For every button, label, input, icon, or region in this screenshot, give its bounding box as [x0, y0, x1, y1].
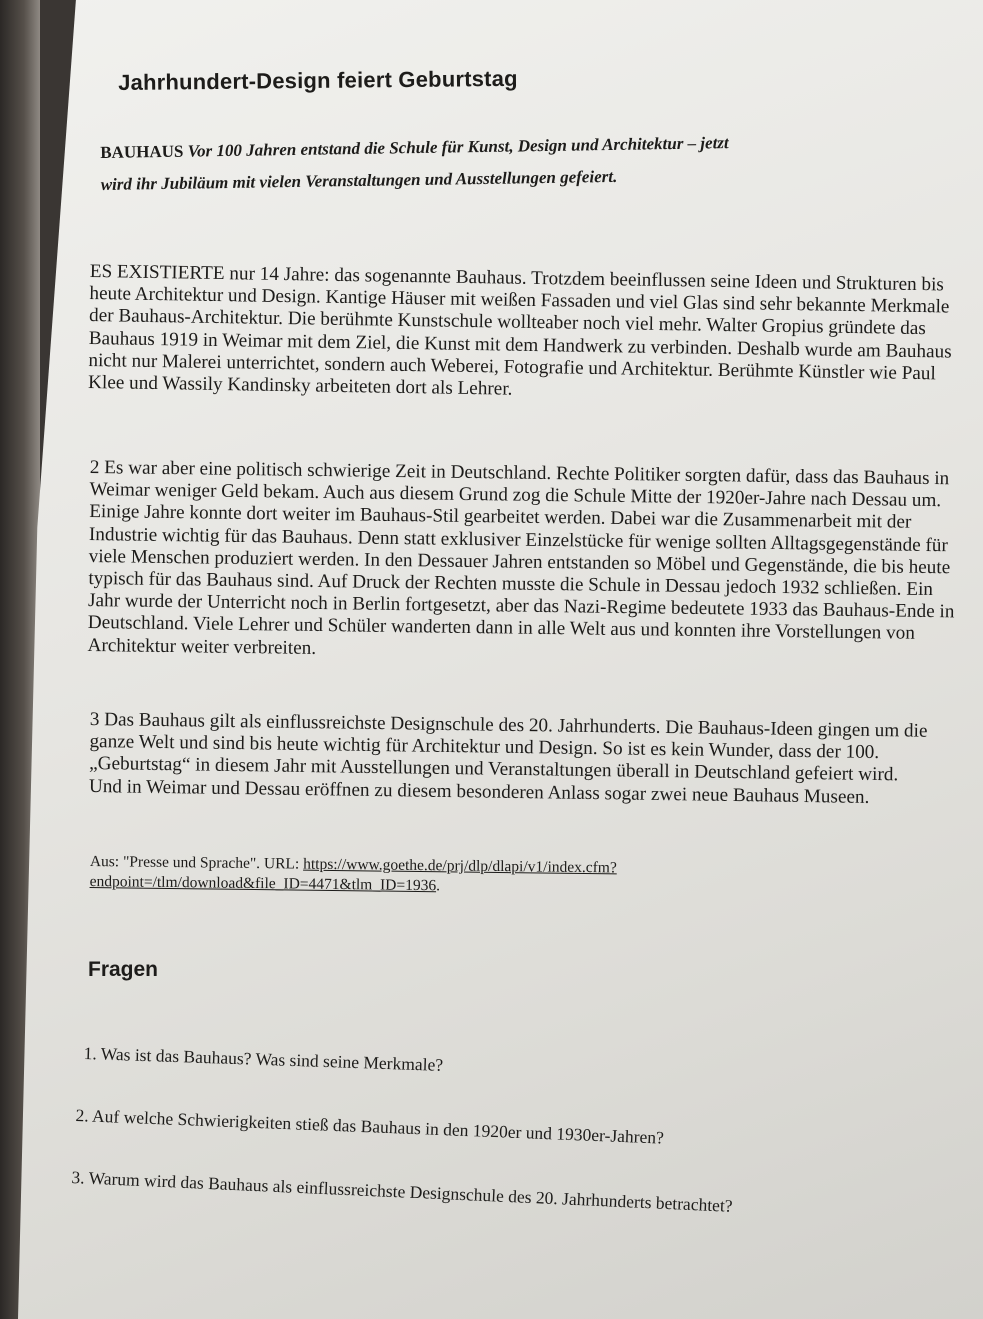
source-url-link[interactable]: https://www.goethe.de/prj/dlp/dlapi/v1/index.cfm?endpoint=/tlm/download&file_ID=4471&tlm_ID=1936: [89, 855, 617, 895]
question-2: 2. Auf welche Schwierigkeiten stieß das Bauhaus in den 1920er und 1930er-Jahren?: [75, 1105, 665, 1148]
source-prefix: Aus: "Presse und Sprache". URL:: [89, 852, 304, 873]
question-1: 1. Was ist das Bauhaus? Was sind seine Merkmale?: [83, 1043, 444, 1075]
source-citation: [90, 852, 750, 900]
article-title: Jahrhundert-Design feiert Geburtstag: [118, 65, 518, 95]
article-subtitle: [100, 127, 741, 201]
questions-heading: Fragen: [88, 958, 159, 981]
subtitle-lead: BAUHAUS: [100, 141, 184, 162]
paragraph-1: ES EXISTIERTE nur 14 Jahre: das sogenannte Bauhaus. Trotzdem beeinflussen seine Ideen und Strukturen bis heute Architektur und Design. Kantige Häuser mit weißen Fassaden und viel Glas sind sehr bekannte Merkmale der Bauhaus-Architektur. Die berühmte Kunstschule wollteaber noch viel mehr. Walter Gropius gründete das Bauhaus 1919 in Weimar mit dem Ziel, die Kunst mit dem Handwerk zu verbinden. Deshalb wurde am Bauhaus nicht nur Malerei unterrichtet, sondern auch Weberei, Fotografie und Architektur. Berühmte Künstler wie Paul Klee und Wassily Kandinsky arbeiteten dort als Lehrer.: [87, 261, 952, 400]
source-suffix: .: [436, 877, 441, 895]
paragraph-2: 2 Es war aber eine politisch schwierige Zeit in Deutschland. Rechte Politiker sorgten dafür, dass das Bauhaus in Weimar weniger Geld bekam. Auch aus diesem Grund zog die Schule Mitte der 1920er-Jahre nach Dessau um. Einige Jahre konnte dort weiter im Bauhaus-Stil gearbeitet werden. Dabei war die Zusammenarbeit mit der Industrie wichtig für das Bauhaus. Denn statt exklusiver Einzelstücke für wenige sollten Alltagsgegenstände für viele Menschen produziert werden. In den Dessauer Jahren entstanden so Möbel und Gegenstände, die bis heute typisch für das Bauhaus sind. Auf Druck der Rechten musste die Schule in Dessau jedoch 1932 schließen. Ein Jahr wurde der Unterricht noch in Berlin fortgesetzt, aber das Nazi-Regime bedeutete 1933 das Bauhaus-Ende in Deutschland. Viele Lehrer und Schüler wanderten dann in alle Welt aus und konnten ihre Vorstellungen von Architektur weiter verbreiten.: [87, 457, 955, 659]
question-3: 3. Warum wird das Bauhaus als einflussreichste Designschule des 20. Jahrhunderts betrachtet?: [71, 1167, 734, 1216]
subtitle-text: Vor 100 Jahren entstand die Schule für Kunst, Design und Architektur – jetzt wird ihr Jubiläum mit vielen Veranstaltungen und Ausstellungen gefeiert.: [100, 133, 729, 194]
paragraph-3: 3 Das Bauhaus gilt als einflussreichste Designschule des 20. Jahrhunderts. Die Bauhaus-Ideen gingen um die ganze Welt und sind bis heute wichtig für Architektur und Design. So ist es kein Wunder, dass der 100. „Geburtstag“ in diesem Jahr mit Ausstellungen und Veranstaltungen überall in Deutschland gefeiert wird. Und in Weimar und Dessau eröffnen zu diesem besonderen Anlass sogar zwei neue Bauhaus Museen.: [88, 709, 928, 808]
